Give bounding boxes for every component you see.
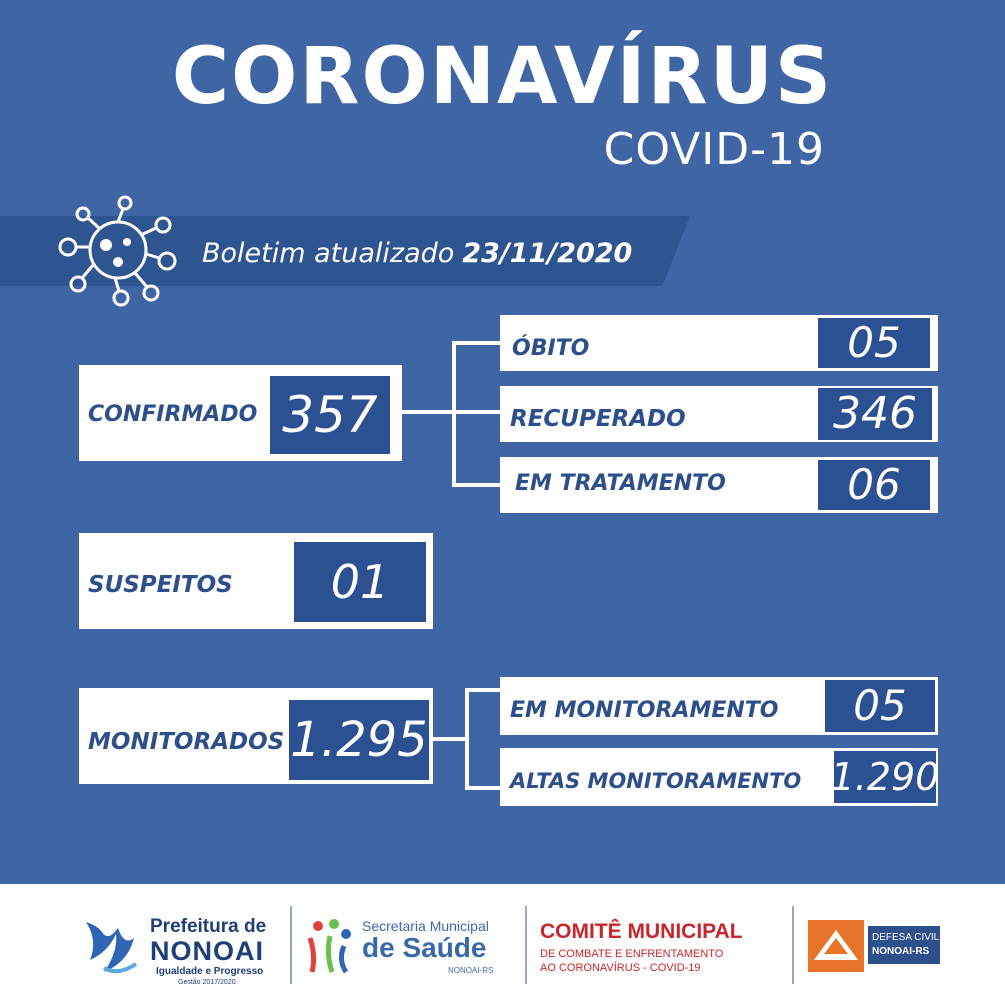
connector-line — [452, 341, 456, 487]
comite-line3: AO CORONAVÍRUS - COVID-19 — [540, 962, 701, 974]
em-tratamento-label: EM TRATAMENTO — [515, 471, 726, 496]
saude-line1: Secretaria Municipal — [362, 918, 489, 934]
obito-value: 05 — [818, 318, 930, 368]
connector-line — [452, 410, 500, 414]
confirmado-label: CONFIRMADO — [88, 402, 258, 427]
suspeitos-value: 01 — [294, 542, 426, 622]
connector-line — [465, 688, 500, 692]
altas-monitoramento-label: ALTAS MONITORAMENTO — [510, 769, 802, 793]
saude-line2: de Saúde — [362, 932, 487, 963]
defesa-civil-logo-icon — [808, 920, 864, 972]
virus-icon — [55, 192, 187, 310]
saude-line3: NONOAI-RS — [448, 966, 494, 975]
connector-line — [433, 737, 467, 741]
suspeitos-label: SUSPEITOS — [88, 572, 233, 598]
page-title: CORONAVÍRUS — [171, 32, 834, 122]
prefeitura-term: Gestão 2017/2020 — [178, 979, 236, 986]
recuperado-value: 346 — [818, 388, 932, 440]
footer-divider — [290, 906, 292, 984]
connector-line — [452, 341, 500, 345]
page-subtitle: COVID-19 — [603, 124, 825, 175]
footer-divider — [525, 906, 527, 984]
em-monitoramento-label: EM MONITORAMENTO — [510, 698, 779, 723]
confirmado-value: 357 — [270, 376, 390, 454]
recuperado-label: RECUPERADO — [510, 406, 686, 432]
connector-line — [465, 786, 500, 790]
connector-line — [452, 483, 500, 487]
prefeitura-logo-icon — [78, 912, 140, 978]
footer — [0, 884, 1005, 1006]
em-tratamento-value: 06 — [818, 460, 930, 510]
prefeitura-line2: NONOAI — [150, 936, 264, 966]
obito-label: ÓBITO — [512, 336, 590, 361]
prefeitura-slogan: Igualdade e Progresso — [156, 966, 264, 977]
defesa-line1: DEFESA CIVIL — [872, 932, 940, 943]
monitorados-value: 1.295 — [289, 700, 429, 780]
connector-line — [465, 688, 469, 790]
comite-line2: DE COMBATE E ENFRENTAMENTO — [540, 948, 724, 960]
update-text — [202, 240, 632, 267]
connector-line — [402, 410, 454, 414]
update-label: Boletim atualizado — [202, 238, 455, 269]
altas-monitoramento-value: 1.290 — [834, 751, 936, 803]
update-date: 23/11/2020 — [462, 238, 633, 269]
prefeitura-line1: Prefeitura de — [150, 916, 267, 937]
em-monitoramento-value: 05 — [825, 680, 935, 732]
monitorados-label: MONITORADOS — [88, 729, 285, 755]
comite-line1: COMITÊ MUNICIPAL — [540, 920, 743, 943]
defesa-line2: NONOAI-RS — [872, 946, 930, 957]
saude-logo-icon — [300, 916, 358, 976]
footer-divider — [792, 906, 794, 984]
